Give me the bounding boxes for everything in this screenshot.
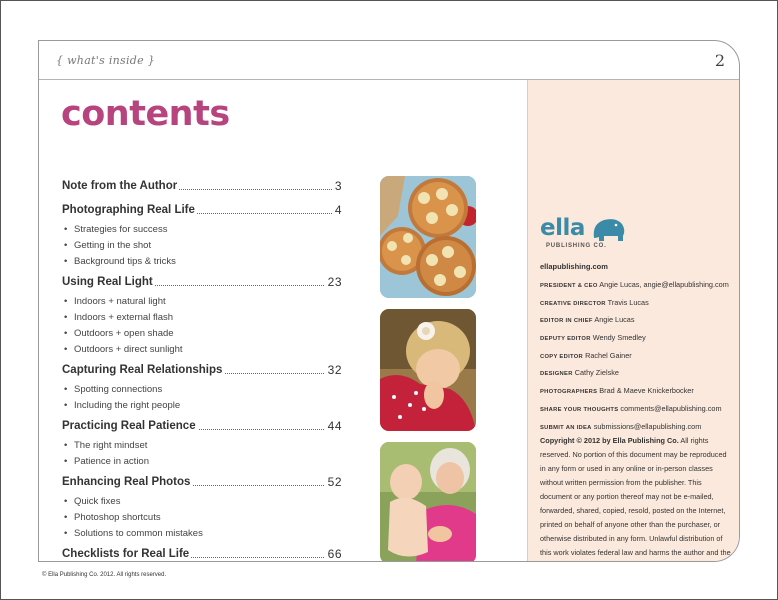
- credit-role: EDITOR IN CHIEF: [540, 318, 593, 325]
- copyright-body: All rights reserved. No portion of this document may be reproduced in any form or used in any online or in-person classes without written permission from the publisher. This document or any portion thereof may not be e-mailed, forwarded, shared, copied, resold, posted on the Internet, printed on behalf of anyone other than the purchaser, or otherwise distributed in any form. Unlawful distribution of this work violates federal law and harms the author and the: [540, 436, 731, 557]
- toc-section-page: 3: [332, 179, 342, 193]
- credit-line: [540, 332, 735, 350]
- toc-subitem-label: Solutions to common mistakes: [74, 528, 203, 539]
- credit-value: Travis Lucas: [607, 297, 649, 307]
- girl-with-flower-photo: [380, 309, 476, 431]
- toc-subitem[interactable]: [62, 526, 342, 542]
- toc-subitem[interactable]: [62, 438, 342, 454]
- credit-role: CREATIVE DIRECTOR: [540, 300, 606, 307]
- grandmother-and-baby-photo: [380, 442, 476, 562]
- table-of-contents: [62, 180, 342, 562]
- credit-role: DESIGNER: [540, 371, 573, 378]
- bullet-icon: •: [64, 240, 68, 251]
- toc-subitem-label: Indoors + external flash: [74, 312, 174, 323]
- toc-subitem-label: Outdoors + open shade: [74, 328, 174, 339]
- toc-section-title: Practicing Real Patience: [62, 420, 196, 432]
- bullet-icon: •: [64, 440, 68, 451]
- bullet-icon: •: [64, 512, 68, 523]
- bullet-icon: •: [64, 496, 68, 507]
- toc-subitem[interactable]: [62, 294, 342, 310]
- toc-subitem-label: Including the right people: [74, 400, 181, 411]
- credit-value: Angie Lucas, angie@ellapublishing.com: [599, 280, 729, 289]
- credit-line: [540, 279, 735, 297]
- credit-value: Wendy Smedley: [592, 333, 646, 343]
- toc-section-title: Capturing Real Relationships: [62, 364, 223, 376]
- credits-list: [540, 279, 735, 438]
- page-number: 2: [714, 51, 725, 70]
- toc-section[interactable]: [62, 276, 342, 294]
- toc-subitem[interactable]: [62, 326, 342, 342]
- credit-value: Brad & Maeve Knickerbocker: [599, 386, 694, 396]
- toc-subitem-label: Getting in the shot: [74, 240, 152, 251]
- toc-section-page: 44: [325, 419, 342, 433]
- toc-subitem-label: Spotting connections: [74, 384, 163, 395]
- toc-section-page: 32: [325, 363, 342, 377]
- toc-subitem[interactable]: [62, 310, 342, 326]
- toc-subitem[interactable]: [62, 510, 342, 526]
- toc-subitem-label: Indoors + natural light: [74, 296, 166, 307]
- toc-subitem[interactable]: [62, 494, 342, 510]
- credit-value: comments@ellapublishing.com: [620, 403, 722, 413]
- toc-section[interactable]: [62, 364, 342, 382]
- bullet-icon: •: [64, 328, 68, 339]
- credit-value: Rachel Gainer: [585, 350, 632, 360]
- bullet-icon: •: [64, 296, 68, 307]
- page-header: [39, 41, 739, 80]
- bullet-icon: •: [64, 528, 68, 539]
- copyright-lead: Copyright © 2012 by Ella Publishing Co.: [540, 436, 679, 445]
- toc-subitem[interactable]: [62, 398, 342, 414]
- toc-section[interactable]: [62, 548, 342, 562]
- contents-panel: [39, 80, 527, 561]
- pancakes-photo: [380, 176, 476, 298]
- logo-subtext: PUBLISHING CO.: [546, 243, 607, 249]
- bullet-icon: •: [64, 456, 68, 467]
- toc-subitem[interactable]: [62, 222, 342, 238]
- website-link[interactable]: ellapublishing.com: [540, 262, 608, 271]
- toc-subitem[interactable]: [62, 254, 342, 270]
- credit-role: COPY EDITOR: [540, 353, 584, 360]
- credit-value: Cathy Zielske: [574, 368, 619, 378]
- elephant-icon: [590, 216, 626, 242]
- bullet-icon: •: [64, 400, 68, 411]
- toc-section-page: 23: [325, 275, 342, 289]
- credit-role: SHARE YOUR THOUGHTS: [540, 406, 619, 413]
- credit-line: [540, 367, 735, 385]
- toc-subitem[interactable]: [62, 238, 342, 254]
- toc-section[interactable]: [62, 180, 342, 198]
- toc-subitem-label: Quick fixes: [74, 496, 121, 507]
- copyright-notice: [540, 434, 732, 562]
- credit-role: DEPUTY EDITOR: [540, 336, 591, 343]
- toc-section-title: Note from the Author: [62, 180, 178, 192]
- credit-value: submissions@ellapublishing.com: [593, 421, 702, 431]
- credit-line: [540, 403, 735, 421]
- toc-section-page: 66: [325, 547, 342, 561]
- credit-role: PHOTOGRAPHERS: [540, 389, 598, 396]
- logo-text: ella: [540, 215, 585, 241]
- toc-section-title: Checklists for Real Life: [62, 548, 190, 560]
- footer-copyright: © Ella Publishing Co. 2012. All rights reserved.: [42, 572, 167, 578]
- toc-subitem[interactable]: [62, 342, 342, 358]
- credit-role: PRESIDENT & CEO: [540, 283, 598, 289]
- toc-subitem-label: Photoshop shortcuts: [74, 512, 161, 523]
- bullet-icon: •: [64, 344, 68, 355]
- toc-subitem[interactable]: [62, 454, 342, 470]
- toc-subitem-label: The right mindset: [74, 440, 148, 451]
- toc-subitem-label: Outdoors + direct sunlight: [74, 344, 183, 355]
- bullet-icon: •: [64, 312, 68, 323]
- bullet-icon: •: [64, 224, 68, 235]
- toc-section[interactable]: [62, 204, 342, 222]
- credit-line: [540, 385, 735, 403]
- credit-line: [540, 297, 735, 315]
- masthead-sidebar: [527, 80, 740, 561]
- bullet-icon: •: [64, 256, 68, 267]
- credit-line: [540, 350, 735, 368]
- credit-role: SUBMIT AN IDEA: [540, 424, 592, 431]
- page: [38, 40, 740, 562]
- credit-line: [540, 314, 735, 332]
- section-label: { what's inside }: [56, 54, 156, 67]
- toc-section-page: 4: [332, 203, 342, 217]
- toc-subitem-label: Strategies for success: [74, 224, 168, 235]
- toc-subitem-label: Patience in action: [74, 456, 149, 467]
- toc-section[interactable]: [62, 476, 342, 494]
- toc-section-title: Using Real Light: [62, 276, 153, 288]
- toc-subitem-label: Background tips & tricks: [74, 256, 176, 267]
- toc-section-title: Enhancing Real Photos: [62, 476, 191, 488]
- ella-publishing-logo: [540, 215, 630, 255]
- toc-subitem[interactable]: [62, 382, 342, 398]
- toc-section-page: 52: [325, 475, 342, 489]
- toc-section[interactable]: [62, 420, 342, 438]
- toc-section-title: Photographing Real Life: [62, 204, 195, 216]
- contents-title: contents: [61, 94, 230, 134]
- credit-value: Angie Lucas: [594, 315, 635, 325]
- bullet-icon: •: [64, 384, 68, 395]
